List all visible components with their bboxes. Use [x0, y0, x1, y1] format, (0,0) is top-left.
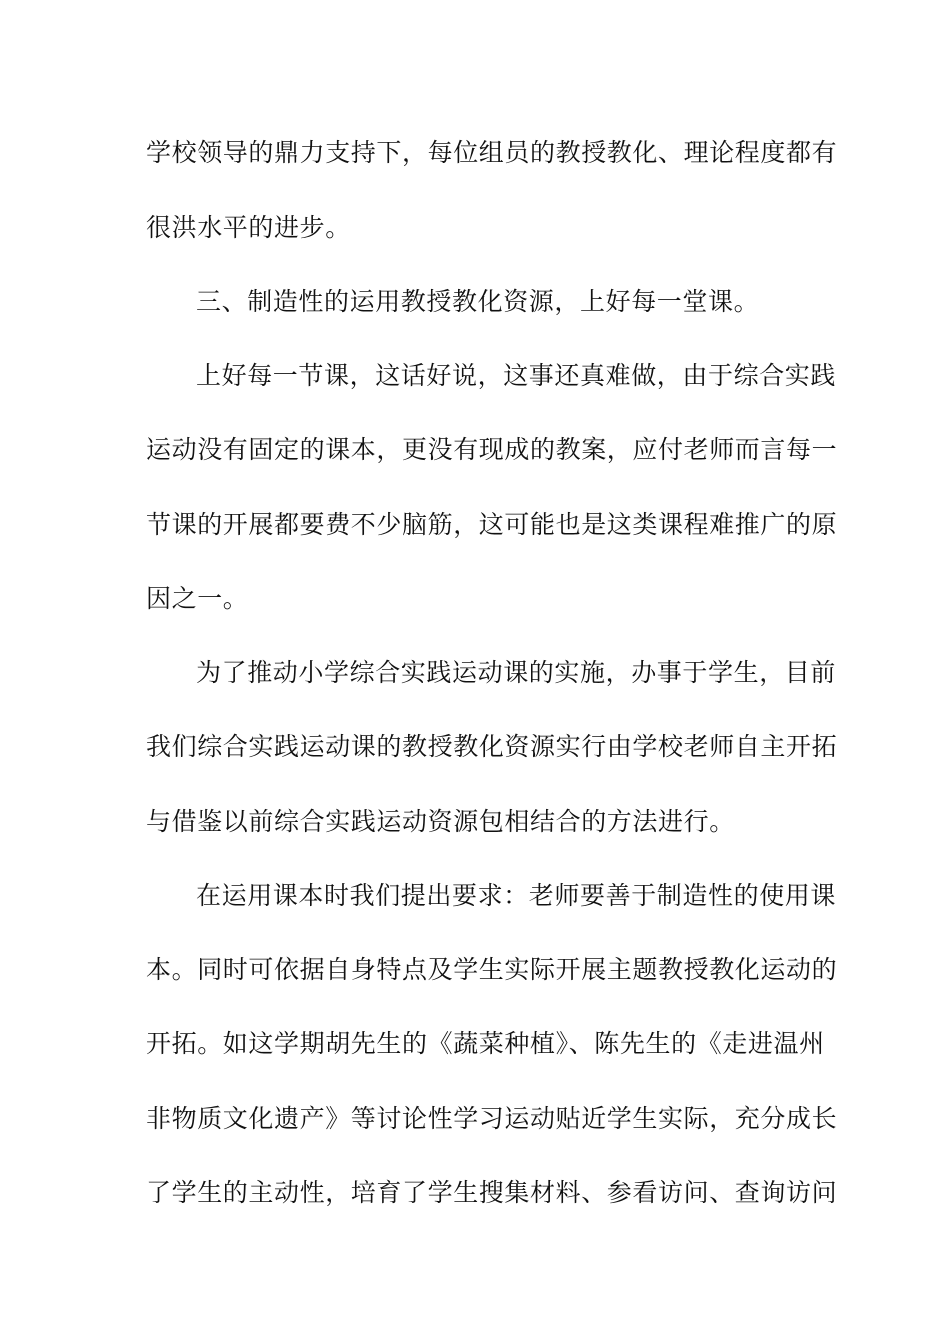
- text-line: 在运用课本时我们提出要求：老师要善于制造性的使用课: [196, 881, 837, 910]
- text-line: 很洪水平的进步。: [146, 213, 351, 242]
- text-line: 了学生的主动性，培育了学生搜集材料、参看访问、查询访问: [146, 1178, 838, 1207]
- text-line: 非物质文化遗产》等讨论性学习运动贴近学生实际，充分成长: [146, 1104, 838, 1133]
- text-line: 开拓。如这学期胡先生的《蔬菜种植》、陈先生的《走进温州: [146, 1029, 825, 1058]
- text-line: 我们综合实践运动课的教授教化资源实行由学校老师自主开拓: [146, 732, 838, 761]
- text-line: 本。同时可依据自身特点及学生实际开展主题教授教化运动的: [146, 955, 838, 984]
- section-heading: 三、制造性的运用教授教化资源，上好每一堂课。: [196, 287, 760, 316]
- text-line: 节课的开展都要费不少脑筋，这可能也是这类课程难推广的原: [146, 510, 838, 539]
- text-line: 上好每一节课，这话好说，这事还真难做，由于综合实践: [196, 361, 837, 390]
- text-line: 为了推动小学综合实践运动课的实施，办事于学生，目前: [196, 658, 837, 687]
- text-line: 与借鉴以前综合实践运动资源包相结合的方法进行。: [146, 807, 735, 836]
- text-line: 学校领导的鼎力支持下，每位组员的教授教化、理论程度都有: [146, 138, 838, 167]
- text-line: 运动没有固定的课本，更没有现成的教案，应付老师而言每一: [146, 435, 838, 464]
- text-line: 因之一。: [146, 584, 249, 613]
